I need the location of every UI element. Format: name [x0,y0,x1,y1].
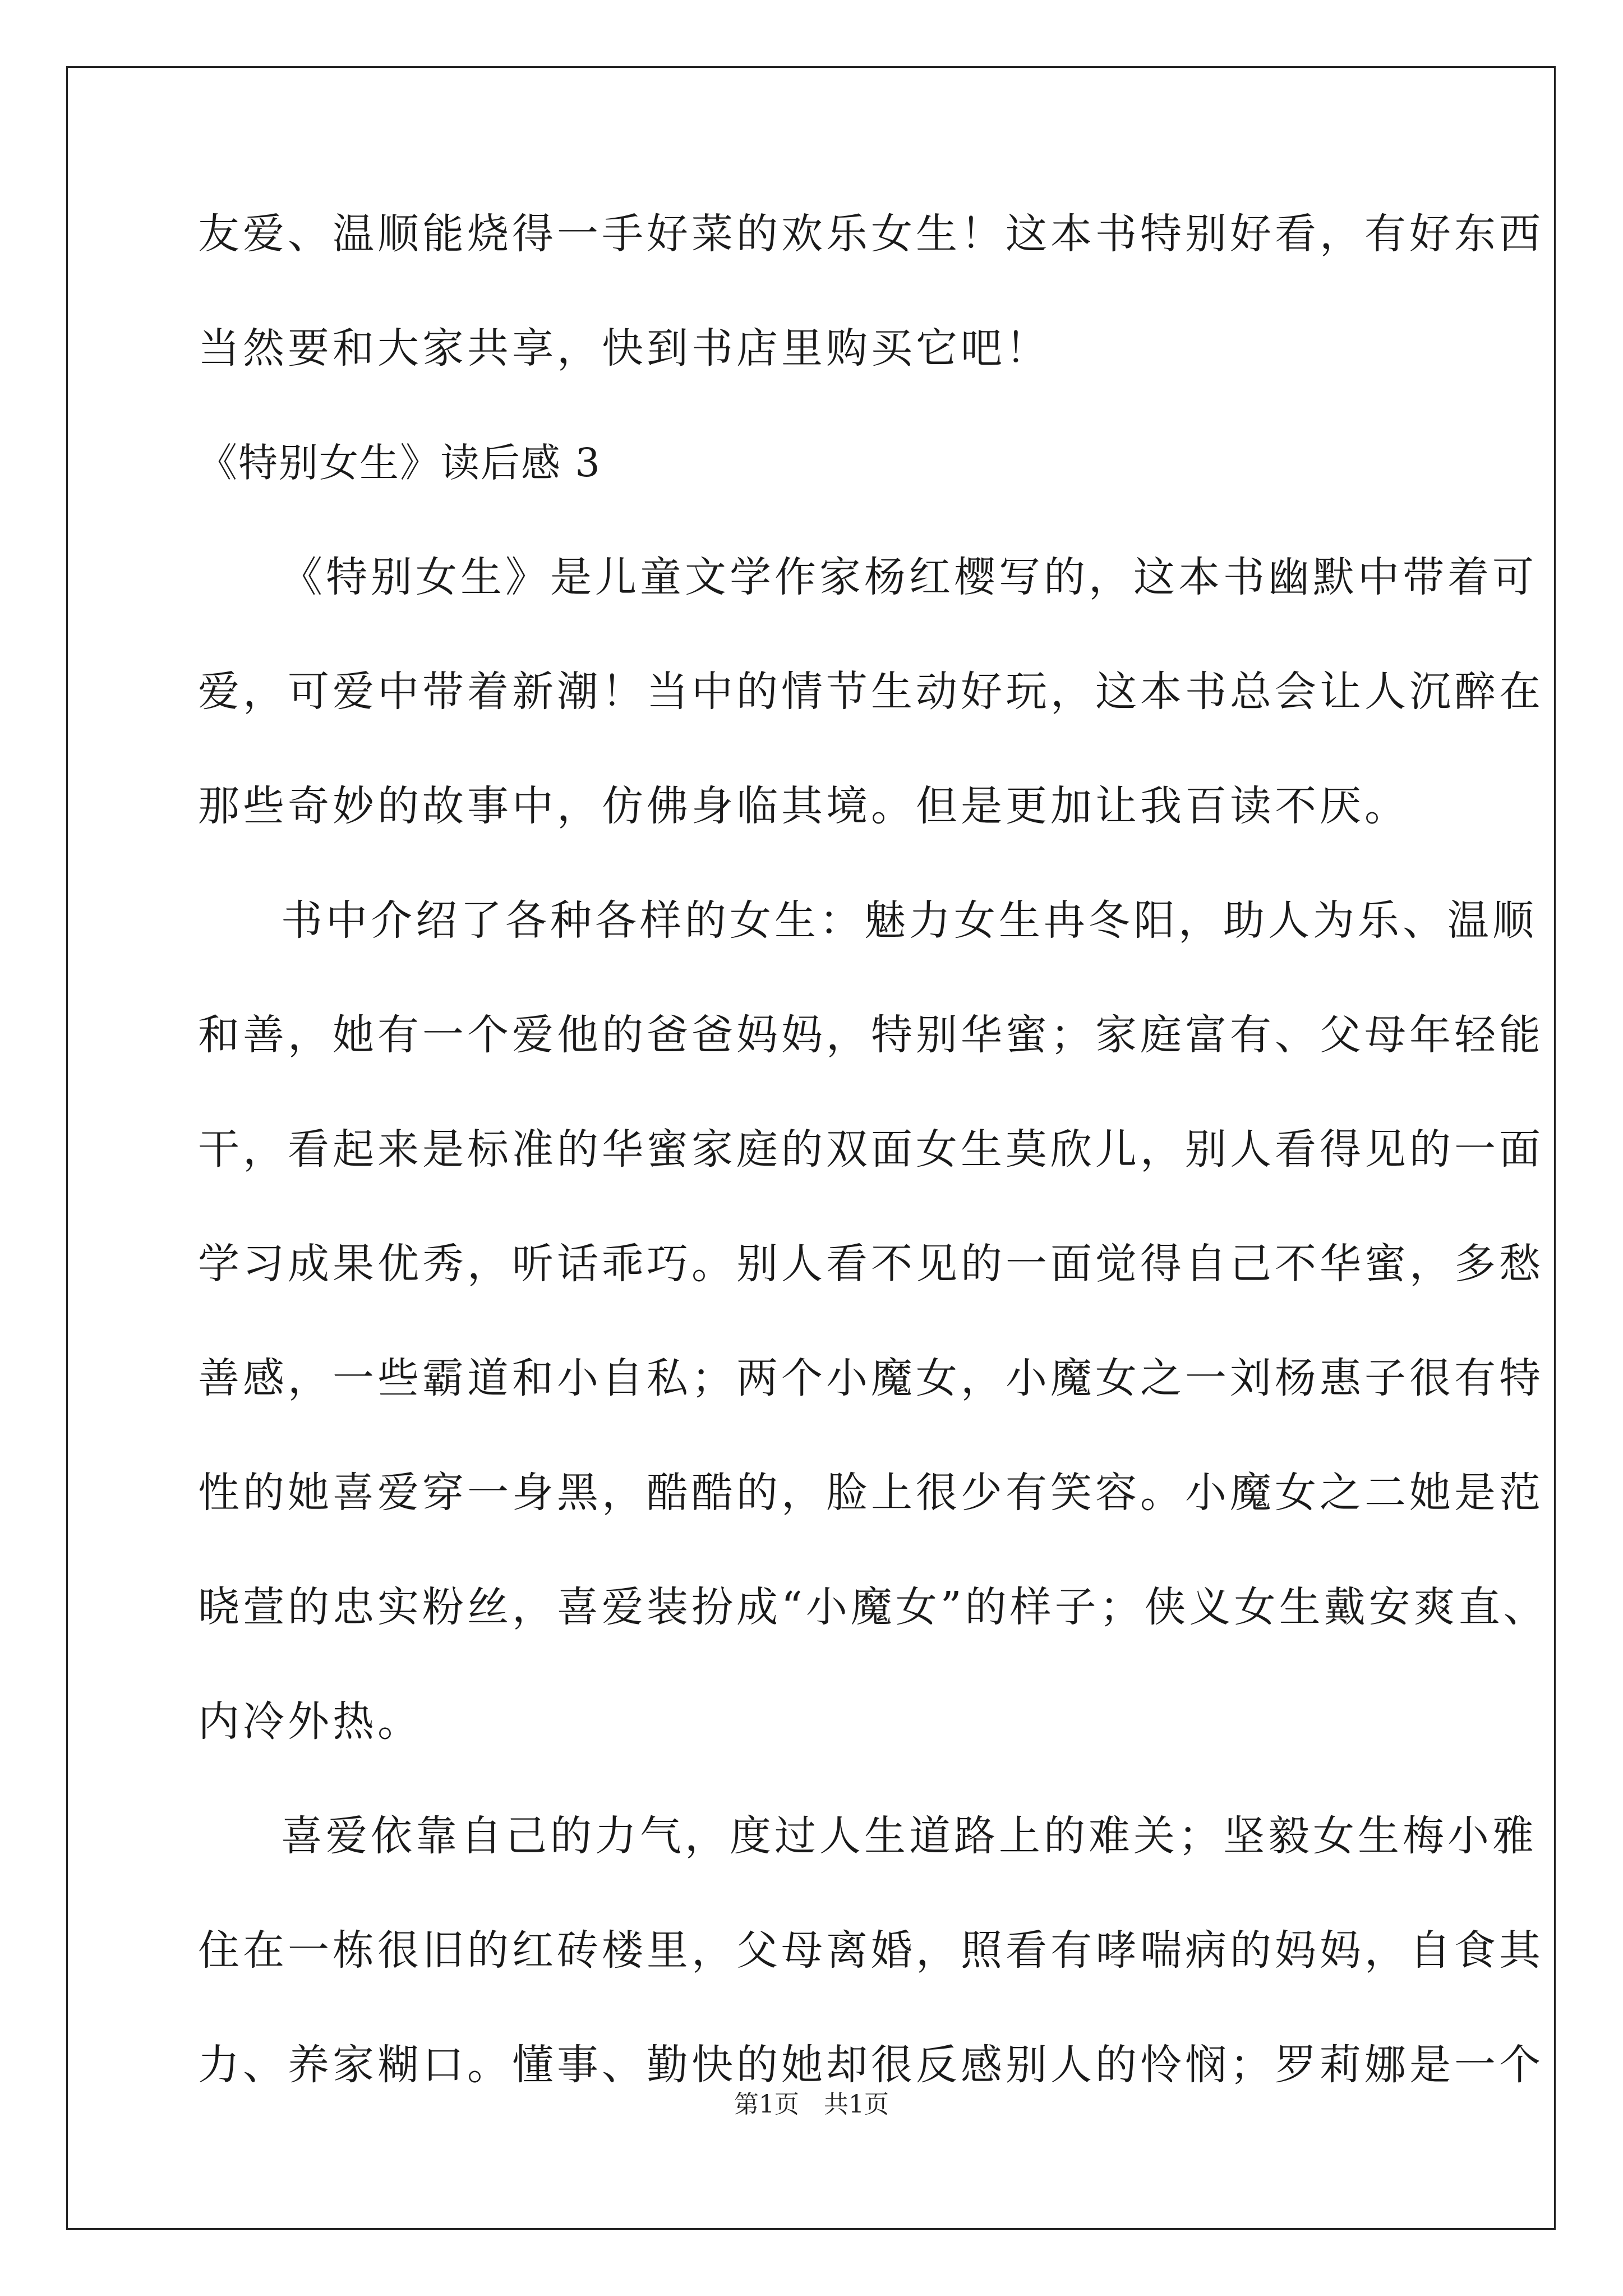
text-line: 晓萱的忠实粉丝，喜爱装扮成“小魔女”的样子；侠义女生戴安爽直、 [198,1583,1548,1631]
page-number-footer: 第1页 共1页 [734,2090,889,2119]
section-heading: 《特别女生》读后感 3 [198,440,601,486]
text-line: 干，看起来是标准的华蜜家庭的双面女生莫欣儿，别人看得见的一面 [198,1125,1544,1174]
text-line: 当然要和大家共享，快到书店里购买它吧！ [198,324,1050,372]
text-line: 善感，一些霸道和小自私；两个小魔女，小魔女之一刘杨惠子很有特 [198,1354,1544,1402]
text-line: 爱，可爱中带着新潮！当中的情节生动好玩，这本书总会让人沉醉在 [198,668,1544,716]
text-line: 友爱、温顺能烧得一手好菜的欢乐女生！这本书特别好看，有好东西 [198,210,1544,258]
text-line: 内冷外热。 [198,1697,422,1746]
text-line: 那些奇妙的故事中，仿佛身临其境。但是更加让我百读不厌。 [198,782,1409,830]
text-line: 学习成果优秀，听话乖巧。别人看不见的一面觉得自己不华蜜，多愁 [198,1240,1544,1288]
paragraph-first-line: 喜爱依靠自己的力气，度过人生道路上的难关；坚毅女生梅小雅 [281,1812,1537,1860]
text-line: 性的她喜爱穿一身黑，酷酷的，脸上很少有笑容。小魔女之二她是范 [198,1469,1544,1517]
paragraph-first-line: 《特别女生》是儿童文学作家杨红樱写的，这本书幽默中带着可 [281,553,1537,601]
document-body [198,210,1548,2089]
text-line: 力、养家糊口。懂事、勤快的她却很反感别人的怜悯；罗莉娜是一个 [198,2041,1544,2089]
text-line: 和善，她有一个爱他的爸爸妈妈，特别华蜜；家庭富有、父母年轻能 [198,1011,1544,1059]
paragraph-first-line: 书中介绍了各种各样的女生：魅力女生冉冬阳，助人为乐、温顺 [281,896,1537,945]
text-line: 住在一栋很旧的红砖楼里，父母离婚，照看有哮喘病的妈妈，自食其 [198,1926,1544,1975]
